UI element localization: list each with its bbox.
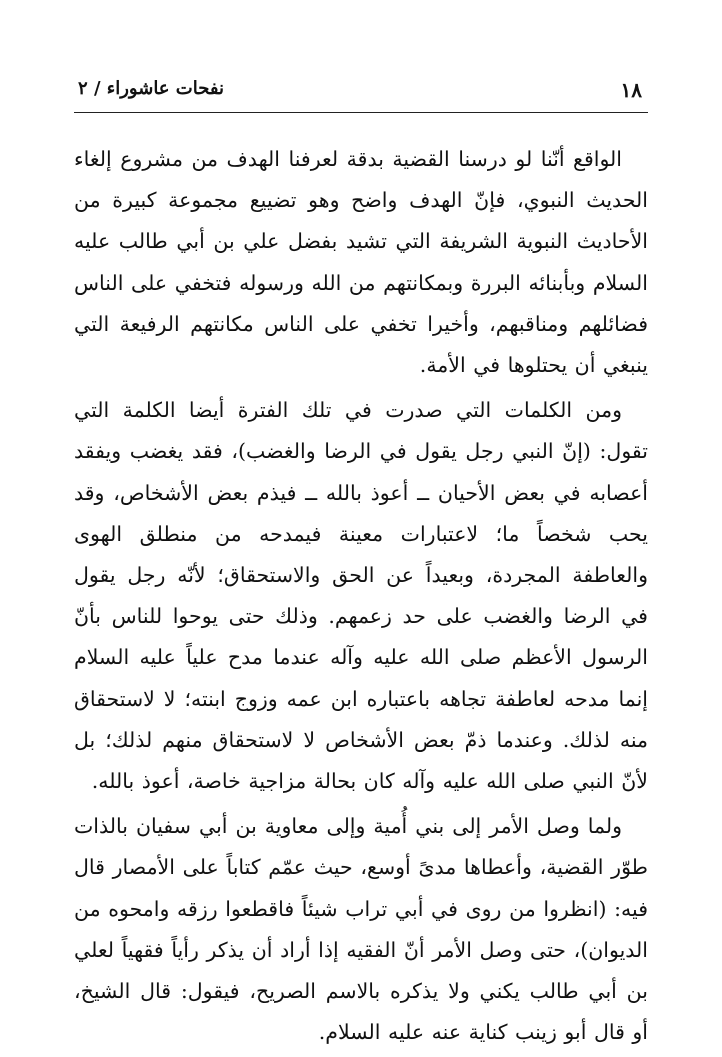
page-header [74, 68, 648, 113]
running-title: نفحات عاشوراء / ٢ [78, 78, 224, 99]
body-text [74, 139, 648, 1053]
paragraph-2: ومن الكلمات التي صدرت في تلك الفترة أيضا الكلمة التي تقول: (إنّ النبي رجل يقول في الرضا والغضب)، فقد يغضب ويفقد أعصابه في بعض الأحيان ــ أعوذ بالله ــ فيذم بعض الأشخاص، وقد يحب شخصاً ما؛ لاعتبارات معينة فيمدحه من منطلق الهوى والعاطفة المجردة، وبعيداً عن الحق والاستحقاق؛ لأنّه رجل يقول في الرضا والغضب على حد زعمهم. وذلك حتى يوحوا للناس بأنّ الرسول الأعظم صلى الله عليه وآله عندما مدح علياً عليه السلام إنما مدحه لعاطفة تجاهه باعتباره ابن عمه وزوج ابنته؛ لا لاستحقاق منه لذلك. وعندما ذمّ بعض الأشخاص لا لاستحقاق منهم لذلك؛ بل لأنّ النبي صلى الله عليه وآله كان بحالة مزاجية خاصة، أعوذ بالله. [74, 398, 648, 794]
paragraph-3: ولما وصل الأمر إلى بني أُمية وإلى معاوية بن أبي سفيان بالذات طوّر القضية، وأعطاها مدىً أوسع، حيث عمّم كتاباً على الأمصار قال فيه: (انظروا من روى في أبي تراب شيئاً فاقطعوا رزقه وامحوه من الديوان)، حتى وصل الأمر أنّ الفقيه إذا أراد أن يذكر رأياً فقهياً لعلي بن أبي طالب يكني ولا يذكره بالاسم الصريح، فيقول: قال الشيخ، أو قال أبو زينب كناية عنه عليه السلام. [74, 814, 648, 1045]
paragraph-1: الواقع أنّنا لو درسنا القضية بدقة لعرفنا الهدف من مشروع إلغاء الحديث النبوي، فإنّ الهدف واضح وهو تضييع مجموعة كبيرة من الأحاديث النبوية الشريفة التي تشيد بفضل علي بن أبي طالب عليه السلام وبأبنائه البررة وبمكانتهم من الله ورسوله فتخفي على الناس فضائلهم ومناقبهم، وأخيرا تخفي على الناس مكانتهم الرفيعة التي ينبغي أن يحتلوها في الأمة. [74, 147, 648, 378]
book-page [74, 68, 648, 1057]
page-number: ١٨ [620, 78, 642, 102]
